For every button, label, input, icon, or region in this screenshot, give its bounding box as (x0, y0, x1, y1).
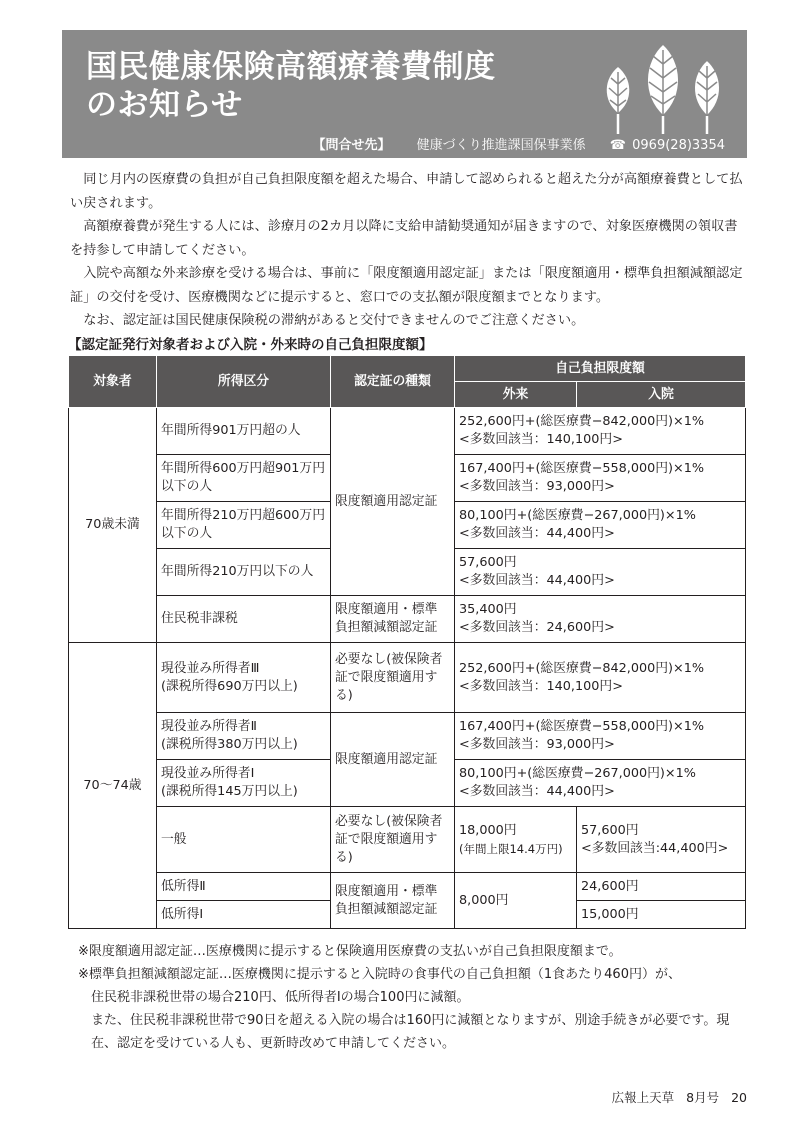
limit-cell (455, 455, 746, 502)
contact-info (312, 134, 725, 153)
header-target: 対象者 (69, 356, 157, 408)
header-inpatient: 入院 (577, 382, 746, 408)
income-detail: (課税所得145万円以上) (161, 784, 298, 799)
page-title (86, 48, 496, 124)
note-line: また、住民税非課税世帯で90日を超える入院の場合は160円に減額となりますが、別途手続きが必要です。現在、認定を受けている人も、更新時改めて申請してください。 (91, 1013, 730, 1051)
limit-formula: 35,400円 (459, 602, 517, 617)
note-line: 住民税非課税世帯の場合210円、低所得者Ⅰの場合100円に減額。 (91, 990, 470, 1005)
limit-formula: 167,400円+(総医療費−558,000円)×1% (459, 719, 705, 734)
inpatient-cell (577, 807, 746, 873)
header-cert: 認定証の種類 (331, 356, 455, 408)
limit-cell (455, 408, 746, 455)
limit-formula: 252,600円+(総医療費−842,000円)×1% (459, 414, 705, 429)
limit-formula: 252,600円+(総医療費−842,000円)×1% (459, 660, 705, 676)
table-title: 【認定証発行対象者および入院・外来時の自己負担限度額】 (68, 337, 433, 353)
limit-multi: <多数回該当：93,000円> (459, 737, 615, 752)
income-cell: 年間所得600万円超901万円以下の人 (157, 455, 331, 502)
limit-cell (455, 760, 746, 807)
income-cell (157, 760, 331, 807)
inpatient-multi: <多数回該当:44,400円> (581, 840, 729, 856)
limit-multi: <多数回該当：93,000円> (459, 479, 615, 494)
table-row (69, 596, 746, 643)
income-name: 現役並み所得者Ⅰ (161, 766, 255, 781)
contact-label: 【問合せ先】 (312, 138, 391, 153)
header-banner (62, 30, 747, 158)
income-name: 現役並み所得者Ⅱ (161, 719, 257, 734)
limit-formula: 57,600円 (459, 555, 517, 570)
note-line: ※標準負担額減額認定証…医療機関に提示すると入院時の食事代の自己負担額（1食あたり460円）が、 (78, 967, 681, 982)
table-header-row (69, 356, 746, 382)
trees-icon (593, 38, 733, 138)
income-cell (157, 643, 331, 713)
limit-formula: 80,100円+(総医療費−267,000円)×1% (459, 508, 696, 523)
limit-multi: <多数回該当：140,100円> (459, 432, 623, 447)
group-label-70-74: 70〜74歳 (69, 643, 157, 929)
limit-formula: 80,100円+(総医療費−267,000円)×1% (459, 766, 696, 781)
income-cell: 年間所得901万円超の人 (157, 408, 331, 455)
income-cell: 低所得Ⅰ (157, 901, 331, 929)
limit-cell (455, 713, 746, 760)
footer (604, 1088, 747, 1106)
limit-formula: 167,400円+(総医療費−558,000円)×1% (459, 461, 705, 476)
income-name: 現役並み所得者Ⅲ (161, 660, 260, 676)
outpatient-cap: (年間上限14.4万円) (459, 841, 563, 856)
income-detail: (課税所得690万円以上) (161, 678, 298, 694)
publication-name: 広報上天草 (611, 1090, 675, 1105)
limit-multi: <多数回該当：24,600円> (459, 620, 615, 635)
limit-multi: <多数回該当：44,400円> (459, 784, 615, 799)
header-limit: 自己負担限度額 (455, 356, 746, 382)
header-income: 所得区分 (157, 356, 331, 408)
table-row (69, 807, 746, 873)
cert-cell: 限度額適用・標準負担額減額認定証 (331, 596, 455, 643)
cert-cell: 限度額適用・標準負担額減額認定証 (331, 873, 455, 929)
contact-dept: 健康づくり推進課国保事業係 (416, 138, 586, 153)
limit-cell (455, 643, 746, 713)
limit-cell (455, 596, 746, 643)
title-line-1: 国民健康保険高額療養費制度 (86, 49, 496, 85)
cert-cell: 限度額適用認定証 (331, 408, 455, 596)
intro-paragraph: なお、認定証は国民健康保険税の滞納があると交付できませんのでご注意ください。 (83, 313, 585, 328)
table-row (69, 873, 746, 901)
inpatient-cell: 15,000円 (577, 901, 746, 929)
intro-paragraph: 高額療養費が発生する人には、診療月の2カ月以降に支給申請勧奨通知が届きますので、対象医療機関の領収書を持参して申請してください。 (70, 219, 738, 258)
intro-paragraph: 同じ月内の医療費の負担が自己負担限度額を超えた場合、申請して認められると超えた分が高額療養費として払い戻されます。 (70, 172, 743, 211)
cert-cell: 必要なし(被保険者証で限度額適用する) (331, 643, 455, 713)
contact-tel: 0969(28)3354 (632, 138, 725, 153)
income-cell: 年間所得210万円以下の人 (157, 549, 331, 596)
limit-multi: <多数回該当：140,100円> (459, 678, 623, 694)
limit-multi: <多数回該当：44,400円> (459, 573, 615, 588)
header-outpatient: 外来 (455, 382, 577, 408)
table-row (69, 408, 746, 455)
outpatient-amount: 18,000円 (459, 822, 517, 838)
outpatient-cell (455, 807, 577, 873)
outpatient-cell: 8,000円 (455, 873, 577, 929)
income-cell: 一般 (157, 807, 331, 873)
phone-icon: ☎ (609, 138, 626, 153)
income-cell: 住民税非課税 (157, 596, 331, 643)
cert-cell: 必要なし(被保険者証で限度額適用する) (331, 807, 455, 873)
group-label-under70: 70歳未満 (69, 408, 157, 643)
page-number: 20 (731, 1090, 747, 1105)
title-line-2: のお知らせ (86, 87, 243, 123)
income-detail: (課税所得380万円以上) (161, 737, 298, 752)
notes (78, 940, 748, 1055)
table-row (69, 643, 746, 713)
table-row (69, 713, 746, 760)
intro-paragraph: 入院や高額な外来診療を受ける場合は、事前に「限度額適用認定証」または「限度額適用・標準負担額減額認定証」の交付を受け、医療機関などに提示すると、窓口での支払額が限度額までとなります。 (70, 266, 743, 305)
issue-label: 8月号 (686, 1090, 720, 1105)
income-cell: 年間所得210万円超600万円以下の人 (157, 502, 331, 549)
cert-cell: 限度額適用認定証 (331, 713, 455, 807)
inpatient-amount: 57,600円 (581, 822, 639, 838)
note-line: ※限度額適用認定証…医療機関に提示すると保険適用医療費の支払いが自己負担限度額まで。 (78, 944, 622, 959)
limit-table (68, 355, 746, 929)
income-cell (157, 713, 331, 760)
limit-cell (455, 502, 746, 549)
income-cell: 低所得Ⅱ (157, 873, 331, 901)
intro-text (70, 168, 745, 333)
limit-multi: <多数回該当：44,400円> (459, 526, 615, 541)
limit-cell (455, 549, 746, 596)
inpatient-cell: 24,600円 (577, 873, 746, 901)
